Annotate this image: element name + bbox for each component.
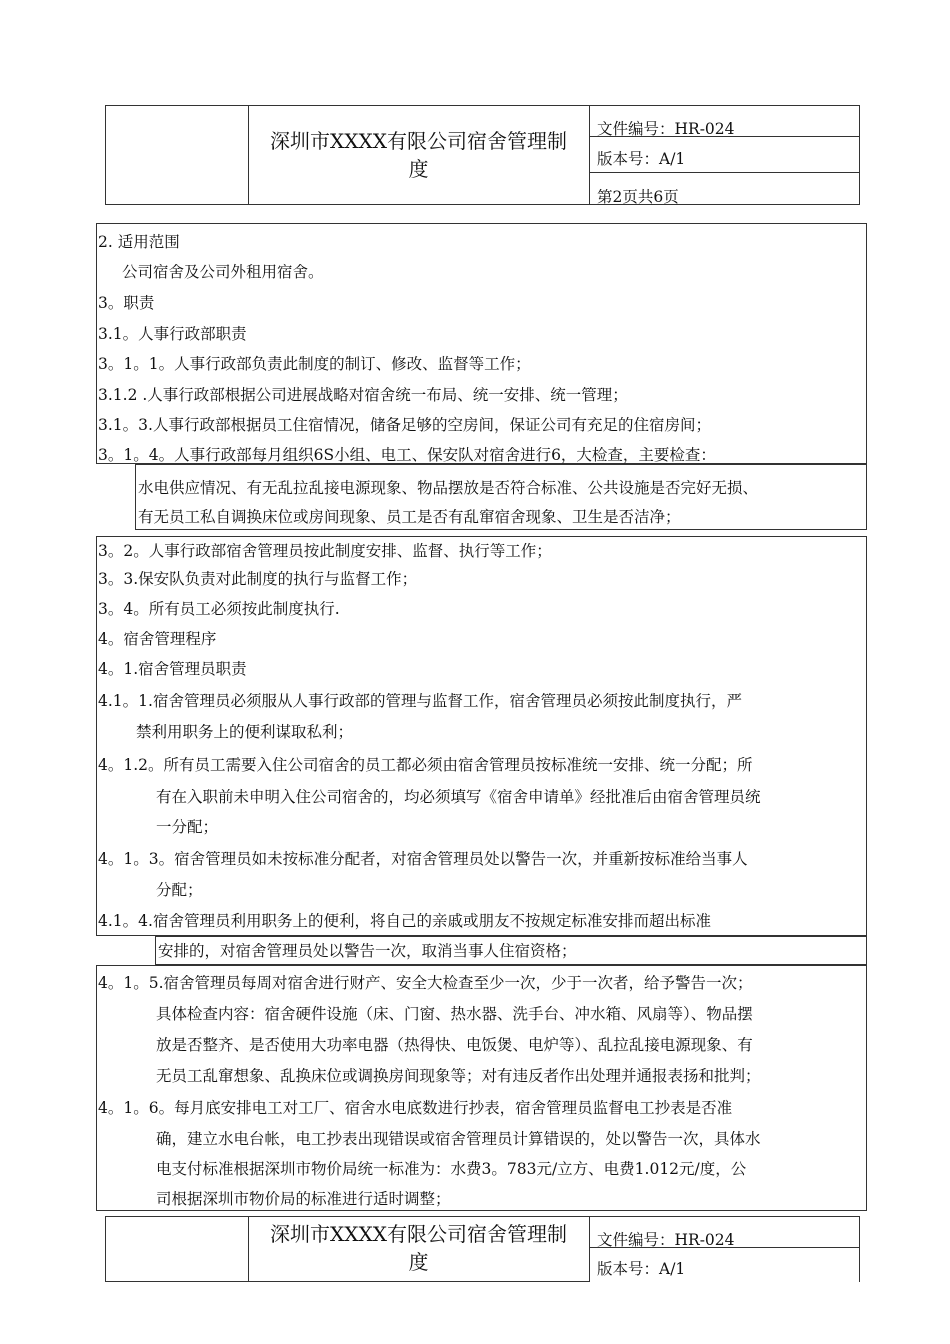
text-line: 3。1。1。人事行政部负责此制度的制订、修改、监督等工作； xyxy=(98,355,531,373)
text-line: 3。2。人事行政部宿舍管理员按此制度安排、监督、执行等工作； xyxy=(98,542,552,560)
text-line: 一分配； xyxy=(156,818,219,836)
footer-doc-title xyxy=(248,1220,589,1276)
footer-title-line2: 度 xyxy=(408,1250,429,1274)
text-line: 3。1。4。人事行政部每月组织6S小组、电工、保安队对宿舍进行6，大检查，主要检查： xyxy=(98,446,716,464)
text-line: 3.1。人事行政部职责 xyxy=(98,325,247,343)
doc-version: 版本号：A/1 xyxy=(597,150,686,168)
doc-title-line1: 深圳市XXXX有限公司宿舍管理制 xyxy=(270,129,567,153)
text-line: 4。1。5.宿舍管理员每周对宿舍进行财产、安全大检查至少一次，少于一次者，给予警告一次； xyxy=(98,974,753,992)
doc-number: 文件编号：HR-024 xyxy=(597,120,735,138)
heading-procedure: 4。宿舍管理程序 xyxy=(98,630,217,648)
text-line: 3。4。所有员工必须按此制度执行. xyxy=(98,600,340,618)
text-line: 水电供应情况、有无乱拉乱接电源现象、物品摆放是否符合标准、公共设施是否完好无损、 xyxy=(138,479,759,497)
text-line: 无员工乱窜想象、乱换床位或调换房间现象等；对有违反者作出处理并通报表扬和批判； xyxy=(156,1067,761,1085)
text-line: 3。3.保安队负责对此制度的执行与监督工作； xyxy=(98,570,418,588)
text-line: 有在入职前未申明入住公司宿舍的，均必须填写《宿舍申请单》经批准后由宿舍管理员统 xyxy=(156,788,761,806)
text-line: 3.1.2 .人事行政部根据公司进展战略对宿舍统一布局、统一安排、统一管理； xyxy=(98,386,628,404)
text-line: 4.1。1.宿舍管理员必须服从人事行政部的管理与监督工作，宿舍管理员必须按此制度执行，严 xyxy=(98,692,742,710)
text-line: 司根据深圳市物价局的标准进行适时调整； xyxy=(156,1190,451,1208)
footer-doc-number: 文件编号：HR-024 xyxy=(597,1231,735,1249)
text-line: 4.1。4.宿舍管理员利用职务上的便利，将自己的亲戚或朋友不按规定标准安排而超出标准 xyxy=(98,912,711,930)
footer-title-line1: 深圳市XXXX有限公司宿舍管理制 xyxy=(270,1222,567,1246)
heading-scope: 2. 适用范围 xyxy=(98,233,180,251)
text-line: 具体检查内容：宿舍硬件设施（床、门窗、热水器、洗手台、冲水箱、风扇等）、物品摆 xyxy=(156,1005,753,1023)
text-line: 4。1。3。宿舍管理员如未按标准分配者，对宿舍管理员处以警告一次，并重新按标准给当事人 xyxy=(98,850,748,868)
text-line: 禁利用职务上的便利谋取私利； xyxy=(136,723,354,741)
text-line: 安排的，对宿舍管理员处以警告一次，取消当事人住宿资格； xyxy=(158,942,577,960)
doc-title xyxy=(248,127,589,183)
page-indicator: 第2页共6页 xyxy=(597,188,679,206)
footer-doc-version: 版本号：A/1 xyxy=(597,1260,686,1278)
text-line: 电支付标准根据深圳市物价局统一标准为：水费3。783元/立方、电费1.012元/度，公 xyxy=(156,1160,747,1178)
doc-title-line2: 度 xyxy=(408,157,429,181)
heading-duties: 3。职责 xyxy=(98,294,155,312)
text-line: 4。1.2。所有员工需要入住公司宿舍的员工都必须由宿舍管理员按标准统一安排、统一分配；所 xyxy=(98,756,753,774)
text-line: 3.1。3.人事行政部根据员工住宿情况，储备足够的空房间，保证公司有充足的住宿房间； xyxy=(98,416,711,434)
text-line: 公司宿舍及公司外租用宿舍。 xyxy=(122,263,324,281)
text-line: 4。1.宿舍管理员职责 xyxy=(98,660,247,678)
text-line: 有无员工私自调换床位或房间现象、员工是否有乱窜宿舍现象、卫生是否洁净； xyxy=(138,508,681,526)
text-line: 确，建立水电台帐，电工抄表出现错误或宿舍管理员计算错误的，处以警告一次，具体水 xyxy=(156,1130,761,1148)
text-line: 4。1。6。每月底安排电工对工厂、宿舍水电底数进行抄表，宿舍管理员监督电工抄表是否准 xyxy=(98,1099,733,1117)
text-line: 放是否整齐、是否使用大功率电器（热得快、电饭煲、电炉等）、乱拉乱接电源现象、有 xyxy=(156,1036,753,1054)
text-line: 分配； xyxy=(156,881,203,899)
